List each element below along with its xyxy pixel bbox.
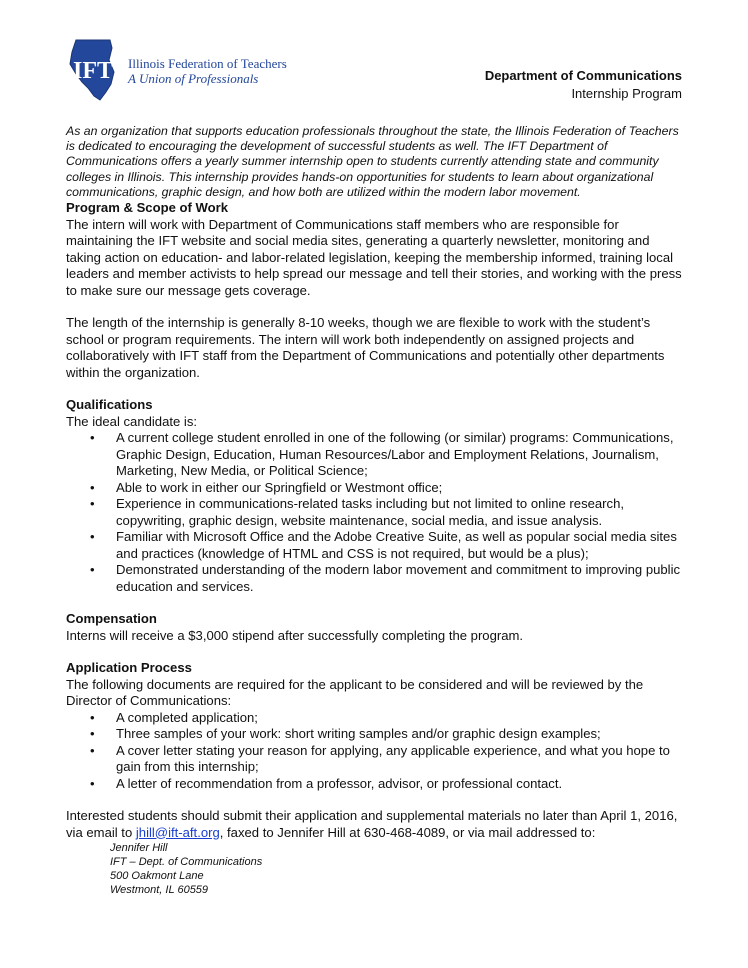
bullet: • <box>90 726 95 742</box>
bullet: • <box>90 496 95 512</box>
list-item-text: A letter of recommendation from a professor, advisor, or professional contact. <box>116 775 563 791</box>
application-heading: Application Process <box>66 660 192 676</box>
list-item-text: A current college student enrolled in one of the following (or similar) programs: Communications, Graphic Design, Education, Human Resources/Labor and Employment Relations, Journalism, Marketing, New Media, or Political Science; <box>116 430 674 479</box>
bullet: • <box>90 775 95 791</box>
bullet: • <box>90 742 95 758</box>
list-item-text: Experience in communications-related tasks including but not limited to online research, copywriting, graphic design, website maintenance, social media, and issue analysis. <box>116 496 625 528</box>
program-title: Internship Program <box>571 86 682 101</box>
intro-paragraph: As an organization that supports education professionals throughout the state, the Illinois Federation of Teachers is dedicated to encouraging the development of successful students as well. The IFT Department of Communications offers a yearly summer internship open to students currently attending state and community colleges in Illinois. This internship provides hands-on opportunities for students to learn about organizational communications, graphic design, and how both are utilized within the modern labor movement. <box>66 124 679 199</box>
bullet: • <box>90 709 95 725</box>
ift-logo <box>62 38 322 110</box>
department-header <box>485 67 682 103</box>
list-item <box>90 709 688 727</box>
list-item <box>90 529 688 562</box>
list-item <box>90 496 688 529</box>
list-item-text: Familiar with Microsoft Office and the Adobe Creative Suite, as well as popular social media sites and practices (knowledge of HTML and CSS is not required, but would be a plus); <box>116 529 677 561</box>
list-item-text: Able to work in either our Springfield or Westmont office; <box>116 479 443 495</box>
compensation-text: Interns will receive a $3,000 stipend after successfully completing the program. <box>66 627 524 643</box>
mailing-address <box>110 841 688 897</box>
org-tagline: A Union of Professionals <box>128 71 259 86</box>
bullet: • <box>90 430 95 446</box>
program-scope-paragraph-2: The length of the internship is generally 8-10 weeks, though we are flexible to work with the student’s school or program requirements. The intern will work both independently on assigned projects and collaboratively with IFT staff from the Department of Communications and potentially other departments within the organization. <box>66 315 665 380</box>
closing-text-after: , faxed to Jennifer Hill at 630-468-4089, or via mail addressed to: <box>219 824 596 840</box>
application-lead: The following documents are required for the applicant to be considered and will be reviewed by the Director of Communications: <box>66 676 644 709</box>
bullet: • <box>90 562 95 578</box>
department-title: Department of Communications <box>484 68 682 83</box>
address-line: IFT – Dept. of Communications <box>110 856 263 869</box>
list-item-text: A completed application; <box>116 709 258 725</box>
closing-text-before: Interested students should submit their application and supplemental materials no later than April 1, 2016, via email to <box>66 808 678 840</box>
program-scope-heading: Program & Scope of Work <box>66 200 229 216</box>
list-item-text: A cover letter stating your reason for applying, any applicable experience, and what you hope to gain from this internship; <box>116 742 670 775</box>
list-item <box>90 479 688 497</box>
document-body <box>66 124 688 897</box>
bullet: • <box>90 529 95 545</box>
list-item-text: Demonstrated understanding of the modern labor movement and commitment to improving public education and services. <box>116 562 681 594</box>
address-line: Westmont, IL 60559 <box>110 884 209 897</box>
list-item-text: Three samples of your work: short writing samples and/or graphic design examples; <box>116 726 601 742</box>
qualifications-lead: The ideal candidate is: <box>66 413 198 429</box>
program-scope-paragraph-1: The intern will work with Department of Communications staff members who are responsible for maintaining the IFT website and social media sites, generating a quarterly newsletter, monitoring and taking action on education- and labor-related legislation, keeping the membership informed, training local leaders and member activists to help spread our message and tell their stories, and working with the press to make sure our message gets coverage. <box>66 216 682 298</box>
closing-paragraph <box>66 808 688 841</box>
list-item <box>90 430 688 480</box>
bullet: • <box>90 479 95 495</box>
address-line: 500 Oakmont Lane <box>110 870 204 883</box>
qualifications-heading: Qualifications <box>66 397 153 413</box>
logo-monogram: IFT <box>72 58 114 84</box>
address-line: Jennifer Hill <box>110 842 168 855</box>
application-list <box>66 710 688 793</box>
org-name: Illinois Federation of Teachers <box>128 56 287 71</box>
list-item <box>90 726 688 743</box>
illinois-map-icon <box>62 38 124 104</box>
list-item <box>90 775 688 793</box>
compensation-heading: Compensation <box>66 611 157 627</box>
list-item <box>90 562 688 595</box>
email-link[interactable]: jhill@ift-aft.org <box>135 824 220 840</box>
list-item <box>90 742 688 776</box>
qualifications-list <box>66 430 688 595</box>
